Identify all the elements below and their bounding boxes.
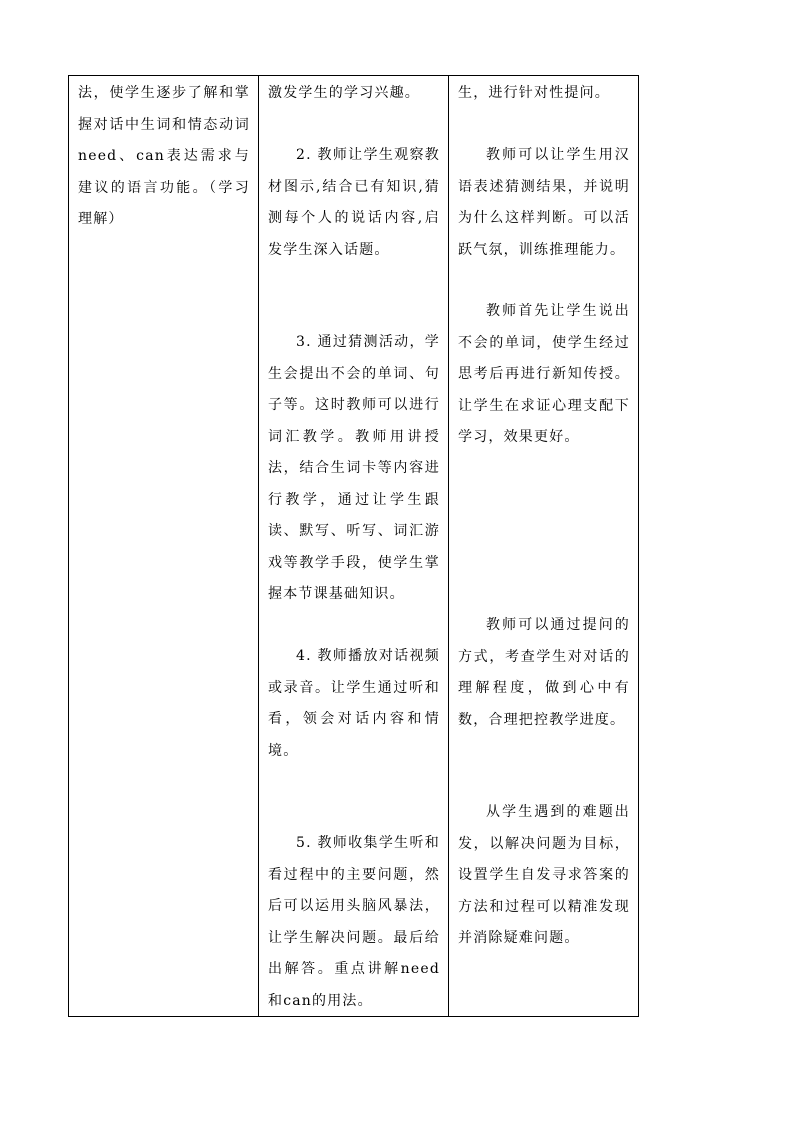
objective-text: 法，使学生逐步了解和掌握对话中生词和情态动词need、can表达需求与建议的语言功能。（学习理解） — [78, 85, 250, 227]
rationale-1-text: 生，进行针对性提问。 — [458, 85, 610, 101]
activity-2-text: 2. 教师让学生观察教材图示,结合已有知识,猜测每个人的说话内容,启发学生深入话题。 — [268, 147, 440, 258]
activity-1-text: 激发学生的学习兴趣。 — [268, 85, 420, 101]
rationale-4-text: 教师可以通过提问的方式，考查学生对对话的理解程度，做到心中有数，合理把控教学进度。 — [458, 617, 630, 728]
objective-column — [69, 76, 259, 1017]
activity-4-text: 4. 教师播放对话视频或录音。让学生通过听和看，领会对话内容和情境。 — [268, 648, 440, 759]
activity-3-text: 3. 通过猜测活动，学生会提出不会的单词、句子等。这时教师可以进行词汇教学。教师用讲授法，结合生词卡等内容进行教学，通过让学生跟读、默写、听写、词汇游戏等教学手段，使学生掌握本节课基础知识。 — [268, 334, 440, 602]
rationale-3-text: 教师首先让学生说出不会的单词，使学生经过思考后再进行新知传授。让学生在求证心理支配下学习，效果更好。 — [458, 303, 630, 445]
lesson-plan-table — [68, 75, 639, 1017]
rationale-2-text: 教师可以让学生用汉语表述猜测结果，并说明为什么这样判断。可以活跃气氛，训练推理能力。 — [458, 147, 630, 258]
activity-5-text: 5. 教师收集学生听和看过程中的主要问题，然后可以运用头脑风暴法，让学生解决问题。最后给出解答。重点讲解need和can的用法。 — [268, 835, 440, 1009]
table-row — [69, 76, 639, 1017]
activity-column — [259, 76, 449, 1017]
rationale-column — [449, 76, 639, 1017]
rationale-5-text: 从学生遇到的难题出发，以解决问题为目标，设置学生自发寻求答案的方法和过程可以精准发现并消除疑难问题。 — [458, 804, 630, 946]
